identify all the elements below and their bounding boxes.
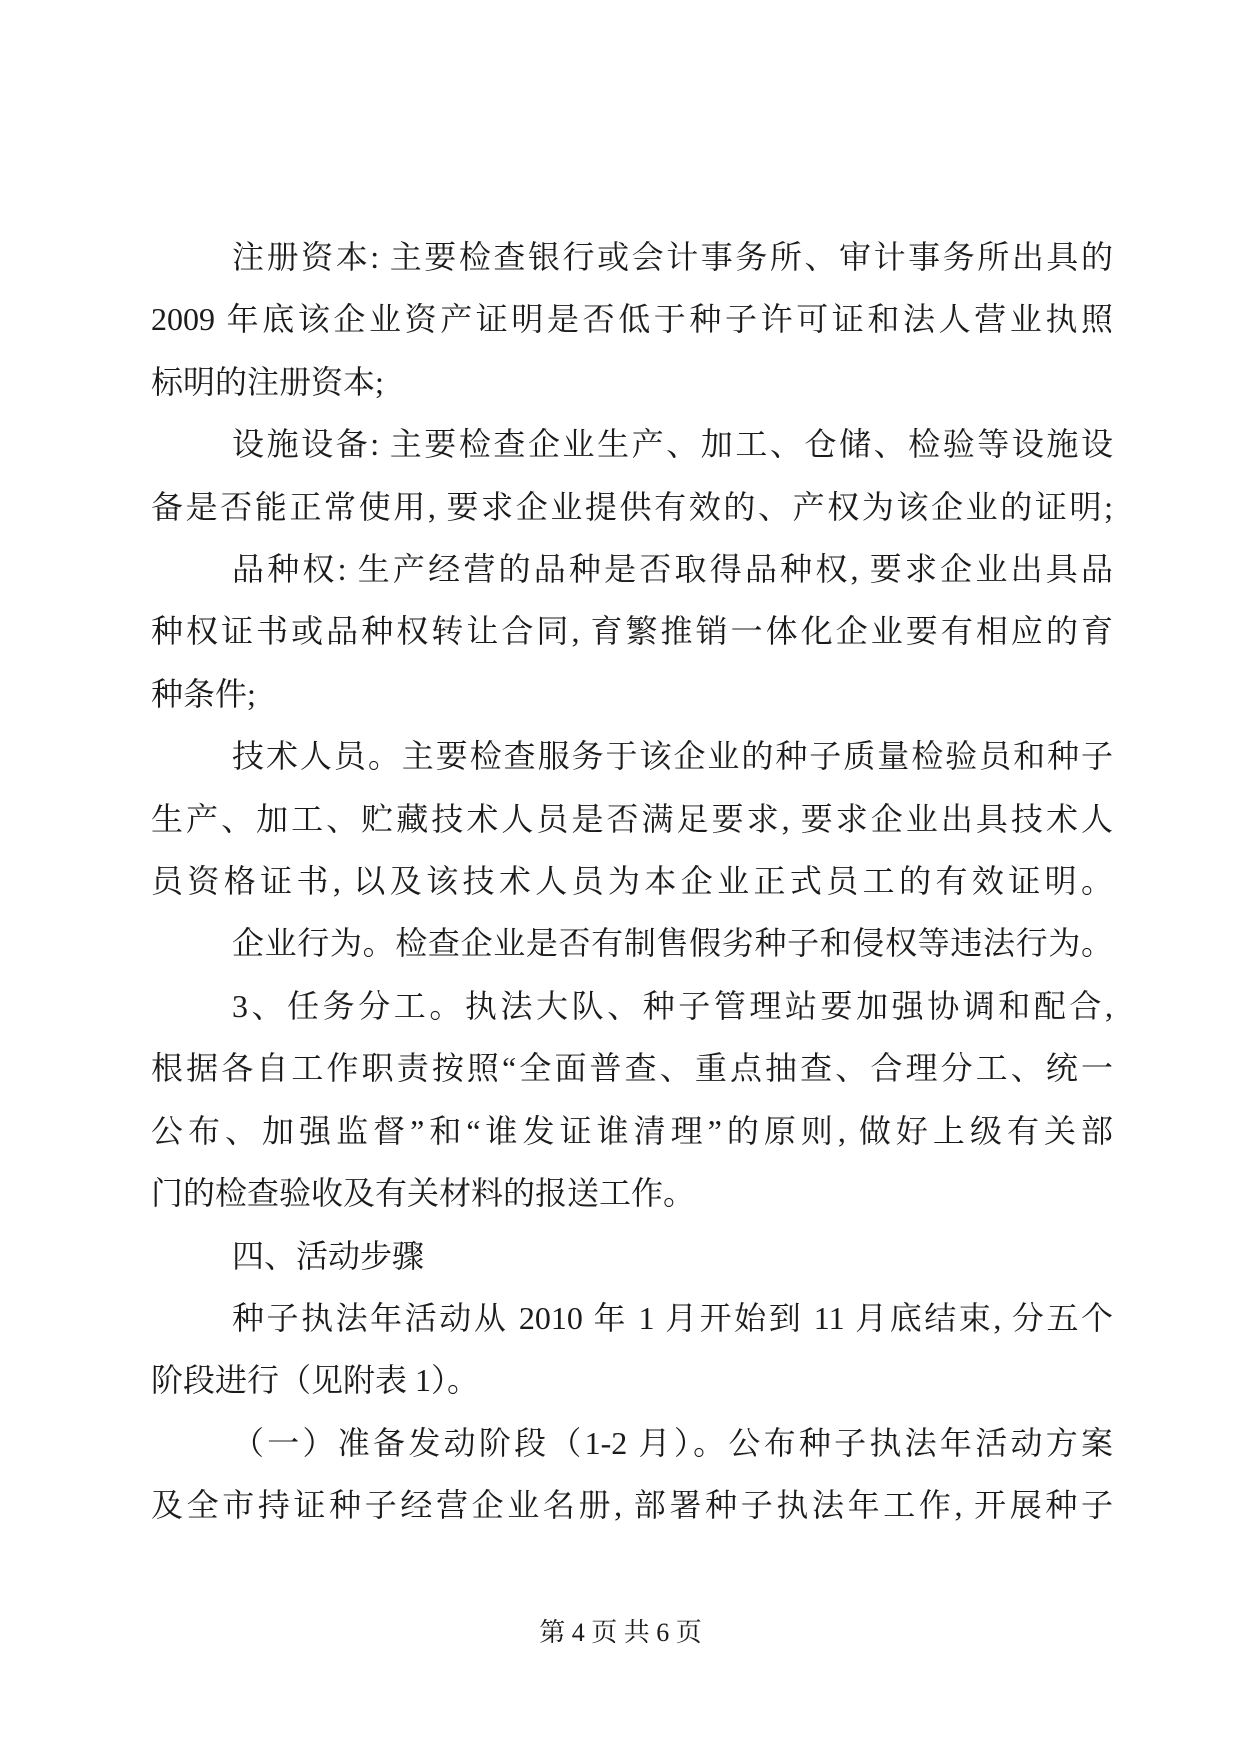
- text-line: 品种权: 生产经营的品种是否取得品种权, 要求企业出具品: [232, 551, 1113, 588]
- text-line: 标明的注册资本;: [151, 363, 384, 400]
- text-line: 备是否能正常使用, 要求企业提供有效的、产权为该企业的证明;: [151, 488, 1113, 525]
- page-footer: 第 4 页 共 6 页: [539, 1618, 702, 1647]
- text-line: 门的检查验收及有关材料的报送工作。: [151, 1175, 696, 1212]
- text-line: 企业行为。检查企业是否有制售假劣种子和侵权等违法行为。: [232, 925, 1113, 962]
- text-line: 根据各自工作职责按照“全面普查、重点抽查、合理分工、统一: [151, 1050, 1113, 1087]
- text-line: 种条件;: [151, 675, 256, 712]
- text-line: 设施设备: 主要检查企业生产、加工、仓储、检验等设施设: [232, 426, 1113, 463]
- text-line: 3、任务分工。执法大队、种子管理站要加强协调和配合,: [232, 987, 1113, 1024]
- text-line: 四、活动步骤: [232, 1237, 425, 1274]
- text-line: （一）准备发动阶段（1-2 月）。公布种子执法年活动方案: [232, 1424, 1113, 1461]
- body-text: [151, 226, 1113, 1537]
- text-line: 阶段进行（见附表 1）。: [151, 1362, 480, 1399]
- text-line: 技术人员。主要检查服务于该企业的种子质量检验员和种子: [232, 738, 1113, 775]
- text-line: 公布、加强监督”和“谁发证谁清理”的原则, 做好上级有关部: [151, 1112, 1113, 1149]
- text-line: 员资格证书, 以及该技术人员为本企业正式员工的有效证明。: [151, 863, 1113, 900]
- text-line: 注册资本: 主要检查银行或会计事务所、审计事务所出具的: [232, 239, 1113, 275]
- text-line: 2009 年底该企业资产证明是否低于种子许可证和法人营业执照: [151, 301, 1113, 338]
- text-line: 种权证书或品种权转让合同, 育繁推销一体化企业要有相应的育: [151, 613, 1113, 650]
- text-line: 生产、加工、贮藏技术人员是否满足要求, 要求企业出具技术人: [151, 800, 1113, 837]
- text-line: 种子执法年活动从 2010 年 1 月开始到 11 月底结束, 分五个: [232, 1299, 1113, 1336]
- text-line: 及全市持证种子经营企业名册, 部署种子执法年工作, 开展种子: [151, 1487, 1113, 1524]
